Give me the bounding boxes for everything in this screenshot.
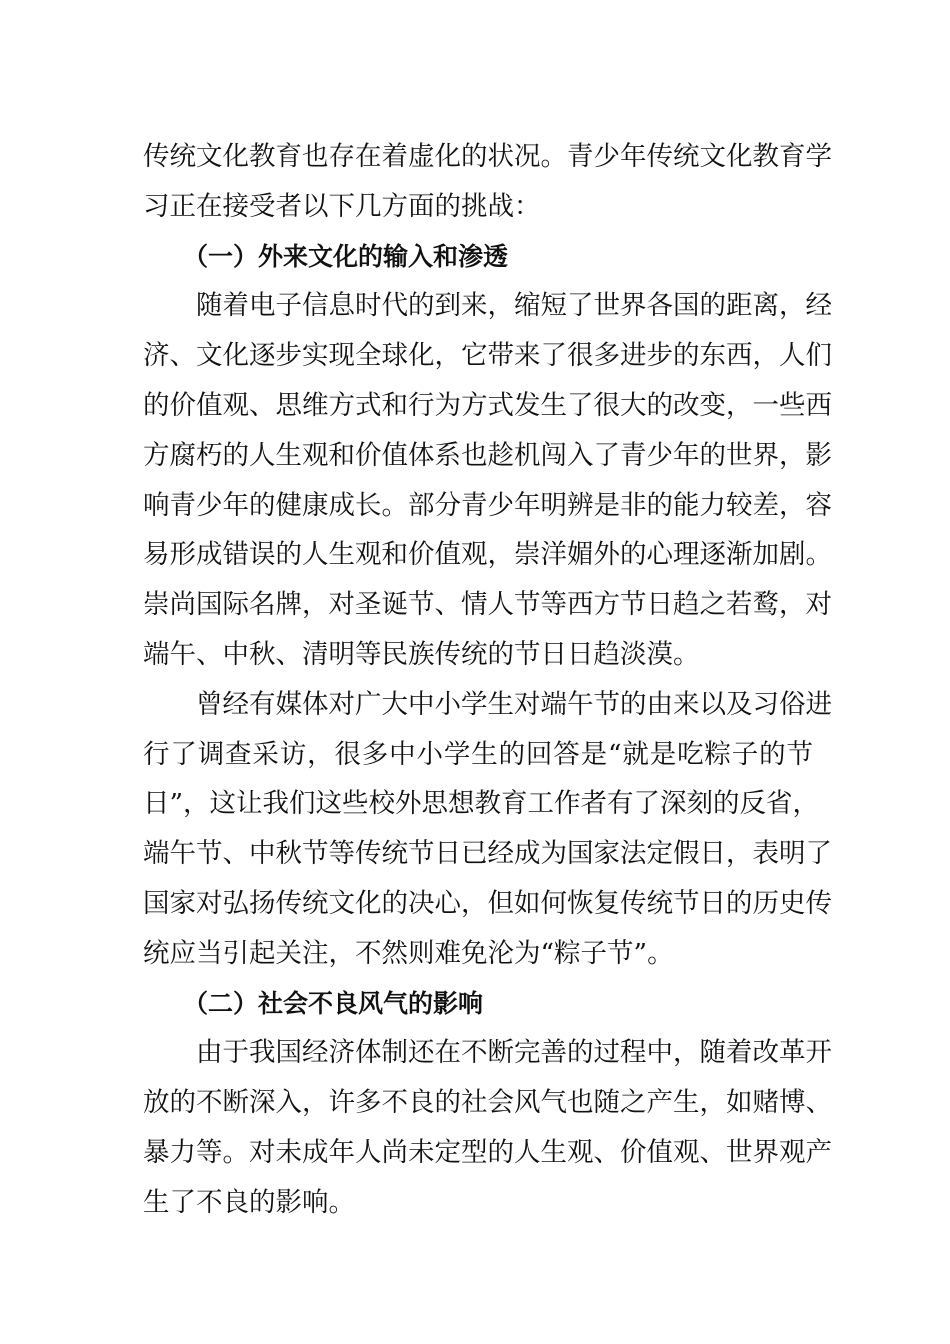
paragraph-social-atmosphere xyxy=(143,1028,832,1227)
text-line: 国家对弘扬传统文化的决心，但如何恢复传统节日的历史传 xyxy=(143,887,832,919)
text-line: 的价值观、思维方式和行为方式发生了很大的改变，一些西 xyxy=(143,389,832,421)
text-line: 习正在接受者以下几方面的挑战： xyxy=(143,190,541,222)
text-line: 放的不断深入，许多不良的社会风气也随之产生，如赌博、 xyxy=(143,1087,832,1119)
text-line: 随着电子信息时代的到来，缩短了世界各国的距离，经 xyxy=(196,290,832,322)
text-line: 易形成错误的人生观和价值观，崇洋媚外的心理逐渐加剧。 xyxy=(143,539,832,571)
text-line: 方腐朽的人生观和价值体系也趁机闯入了青少年的世界，影 xyxy=(143,439,832,471)
text-line: 响青少年的健康成长。部分青少年明辨是非的能力较差，容 xyxy=(143,489,832,521)
section-heading-2: （二）社会不良风气的影响 xyxy=(183,988,484,1018)
text-line: 崇尚国际名牌，对圣诞节、情人节等西方节日趋之若鹜，对 xyxy=(143,589,832,621)
text-line: 日”，这让我们这些校外思想教育工作者有了深刻的反省， xyxy=(143,788,820,820)
text-line: 济、文化逐步实现全球化，它带来了很多进步的东西，人们 xyxy=(143,340,832,372)
paragraph-dragon-boat xyxy=(143,680,832,979)
text-line: 传统文化教育也存在着虚化的状况。青少年传统文化教育学 xyxy=(143,141,832,172)
text-line: 暴力等。对未成年人尚未定型的人生观、价值观、世界观产 xyxy=(143,1136,832,1168)
text-line: 统应当引起关注，不然则难免沦为“粽子节”。 xyxy=(143,937,674,969)
section-heading-1: （一）外来文化的输入和渗透 xyxy=(183,241,509,271)
text-line: 生了不良的影响。 xyxy=(143,1186,355,1218)
text-line: 端午节、中秋节等传统节日已经成为国家法定假日，表明了 xyxy=(143,838,832,870)
intro-paragraph xyxy=(143,132,832,232)
text-line: 曾经有媒体对广大中小学生对端午节的由来以及习俗进 xyxy=(196,688,832,720)
text-line: 行了调查采访，很多中小学生的回答是“就是吃粽子的节 xyxy=(143,738,813,770)
text-line: 端午、中秋、清明等民族传统的节日日趋淡漠。 xyxy=(143,638,700,670)
paragraph-foreign-culture xyxy=(143,281,832,679)
text-line: 由于我国经济体制还在不断完善的过程中，随着改革开 xyxy=(196,1037,832,1069)
document-page xyxy=(143,132,832,1228)
